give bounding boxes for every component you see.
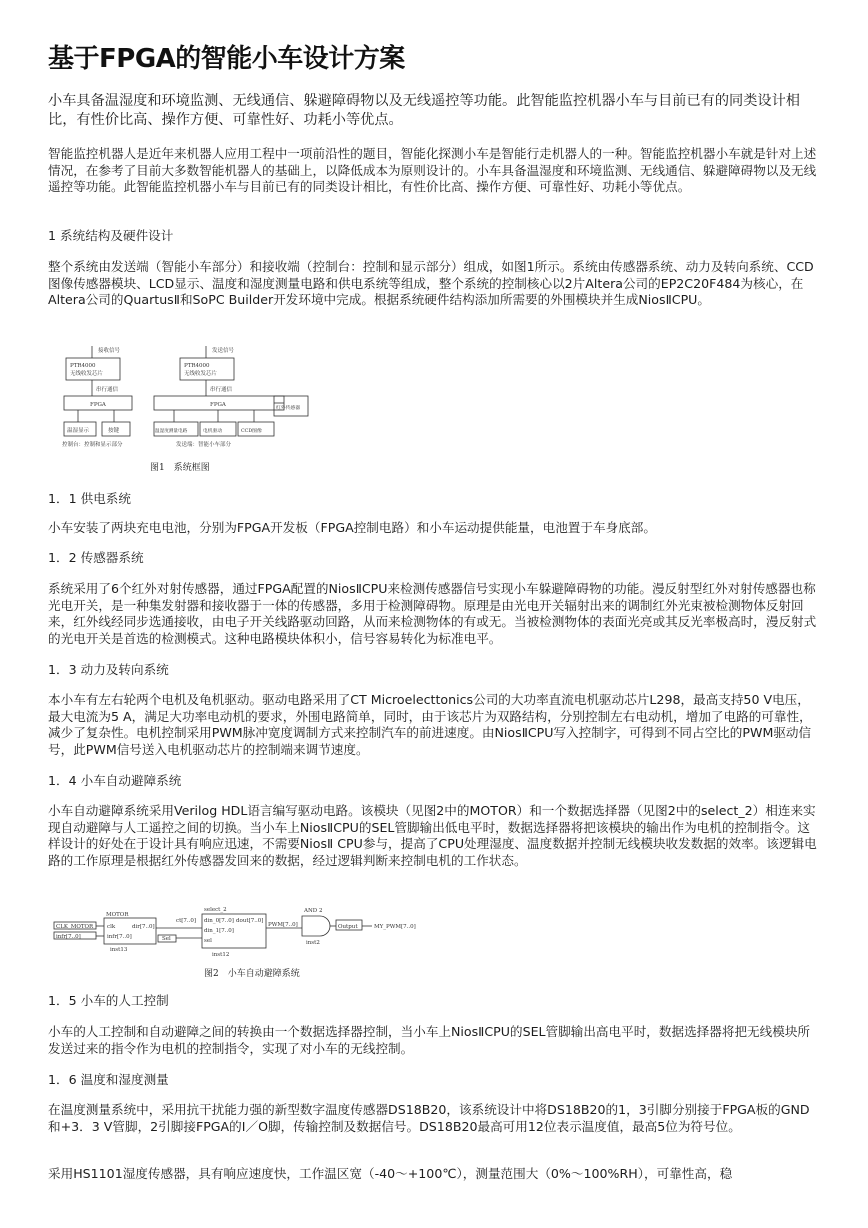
fig1-left-fpga: FPGA xyxy=(90,402,106,408)
section-1-6-heading: 1．6 温度和湿度测量 xyxy=(48,1072,169,1087)
fig2-and-label: AND 2 xyxy=(304,908,323,914)
section-1-2-body: 系统采用了6个红外对射传感器，通过FPGA配置的NiosⅡCPU来检测传感器信号实现小车躲避障碍物的功能。漫反射型红外对射传感器也称光电开关，是一种集发射器和接收器于一体的传感器，多用于检测障碍物。原理是由光电开关辐射出来的调制红外光束被检测物体反射回来，红外线经同步选通接收，由电子开关线路驱动回路，从而来检测物体的有或无。当被检测物体的表面光亮或其反光率极高时，漫反射式的光电开关是首选的检测模式。这种电路模块体积小，信号容易转化为标准电平。 xyxy=(48,581,817,646)
fig1-right-side: 红外传感器 xyxy=(276,406,300,411)
section-1-4-heading: 1．4 小车自动避障系统 xyxy=(48,773,182,788)
fig1-right-box1: 温湿度测量电路 xyxy=(155,429,188,434)
fig1-right-bottom: 发送端：智能小车部分 xyxy=(176,442,232,448)
section-1-6-body-2: 采用HS1101湿度传感器，具有响应速度快，工作温区宽（-40～+100℃），测量范围大（0%～100%RH），可靠性高，稳 xyxy=(48,1166,733,1181)
fig2-sel-p2: din_1[7..0] xyxy=(204,928,234,934)
section-1-3-body: 本小车有左右轮两个电机及龟机驱动。驱动电路采用了CT Microelecttonics公司的大功率直流电机驱动芯片L298，最高支持50 V电压，最大电流为5 A，满足大功率电动机的要求，外围电路简单，同时，由于该芯片为双路结构，分别控制左右电动机，增加了电路的可靠性，减少了复杂性。电机控制采用PWM脉冲宽度调制方式来控制汽车的前进速度。由NiosⅡCPU写入控制字，可得到不同占空比的PWM驱动信号，此PWM信号送入电机驱动芯片的控制端来调节速度。 xyxy=(48,692,812,757)
fig1-left-link: 串行通信 xyxy=(96,387,119,393)
fig2-out-label: MY_PWM[7..0] xyxy=(374,924,416,930)
fig2-motor-inst: inst13 xyxy=(110,947,128,953)
fig2-motor-p1: clk xyxy=(107,924,116,930)
figure-2-obstacle-avoidance xyxy=(52,898,452,982)
fig1-right-chip-sub: 无线收发芯片 xyxy=(184,371,218,377)
fig2-motor-p2: infr[7..0] xyxy=(107,934,132,940)
fig1-left-chip: PTR4000 xyxy=(70,363,96,369)
fig2-caption: 图2 小车自动避障系统 xyxy=(204,969,300,979)
section-1-3-heading: 1．3 动力及转向系统 xyxy=(48,662,169,677)
section-1-4-body: 小车自动避障系统采用Verilog HDL语言编写驱动电路。该模块（见图2中的MOTOR）和一个数据选择器（见图2中的select_2）相连来实现自动避障与人工遥控之间的切换。当小车上NiosⅡCPU的SEL管脚输出低电平时，数据选择器将把该模块的输出作为电机的控制指令。这样设计的好处在于设计具有响应迅速，不需要NiosⅡ CPU参与，提高了CPU处理湿度、温度数据并控制无线模块收发数据的效率。该逻辑电路的工作原理是根据红外传感器发回来的数据，经过逻辑判断来控制电机的工作状态。 xyxy=(48,803,817,868)
fig1-right-chip: PTR4000 xyxy=(184,363,210,369)
fig2-out-tag: Output xyxy=(338,924,358,930)
section-1-heading: 1 系统结构及硬件设计 xyxy=(48,228,174,243)
section-1-2-heading: 1．2 传感器系统 xyxy=(48,550,144,565)
fig2-and-inst: inst2 xyxy=(306,940,320,946)
fig2-sel-p1: din_0[7..0] xyxy=(204,918,234,924)
fig2-in1: CLK_MOTOR xyxy=(56,924,94,930)
fig1-left-bottom: 控制台：控制和显示部分 xyxy=(62,442,123,448)
page-title: 基于FPGA的智能小车设计方案 xyxy=(48,44,405,74)
lead-paragraph: 小车具备温湿度和环境监测、无线通信、躲避障碍物以及无线遥控等功能。此智能监控机器小车与目前已有的同类设计相比，有性价比高、操作方便、可靠性好、功耗小等优点。 xyxy=(48,93,800,128)
section-1-6-body: 在温度测量系统中，采用抗干扰能力强的新型数字温度传感器DS18B20，该系统设计中将DS18B20的1，3引脚分别接于FPGA板的GND 和+3．3 V管脚，2引脚接FPGA的I／O脚，传输控制及数据信号。DS18B20最高可用12位表示温度值，最高5位为符号位。 xyxy=(48,1102,810,1134)
fig1-right-fpga: FPGA xyxy=(210,402,226,408)
fig2-sel-in: ct[7..0] xyxy=(176,918,197,924)
fig1-left-chip-sub: 无线收发芯片 xyxy=(70,371,104,377)
fig2-motor-out: dir[7..0] xyxy=(132,924,155,930)
fig1-right-top-label: 发送信号 xyxy=(212,348,235,354)
fig1-right-box3: CCD图像 xyxy=(241,429,262,434)
fig1-right-link: 串行通信 xyxy=(210,387,233,393)
section-1-body: 整个系统由发送端（智能小车部分）和接收端（控制台：控制和显示部分）组成，如图1所示。系统由传感器系统、动力及转向系统、CCD图像传感器模块、LCD显示、温度和湿度测量电路和供电系统等组成，整个系统的控制核心以2片Altera公司的EP2C20F484为核心，在Altera公司的QuartusⅡ和SoPC Builder开发环境中完成。根据系统硬件结构添加所需要的外围模块并生成NiosⅡCPU。 xyxy=(48,259,814,308)
fig2-motor: MOTOR xyxy=(106,912,129,918)
fig2-sel-out: dout[7..0] xyxy=(236,918,264,924)
fig2-sel-top: select_2 xyxy=(204,907,227,913)
fig2-pwm-label: PWM[7..0] xyxy=(268,922,298,928)
fig2-sel-p3: sel xyxy=(204,938,212,944)
fig1-right-box2: 电机驱动 xyxy=(203,429,223,434)
fig2-sel-inst: inst12 xyxy=(212,952,230,958)
fig2-sel-label: Sel xyxy=(162,936,171,942)
fig1-left-top-label: 接收信号 xyxy=(98,348,121,354)
fig1-left-box1: 温湿显示 xyxy=(67,428,90,434)
section-1-1-heading: 1．1 供电系统 xyxy=(48,491,131,506)
section-1-1-body: 小车安装了两块充电电池，分别为FPGA开发板（FPGA控制电路）和小车运动提供能量，电池置于车身底部。 xyxy=(48,520,656,535)
section-1-5-heading: 1．5 小车的人工控制 xyxy=(48,993,169,1008)
figure-1-system-diagram xyxy=(58,340,310,480)
section-1-5-body: 小车的人工控制和自动避障之间的转换由一个数据选择器控制，当小车上NiosⅡCPU的SEL管脚输出高电平时，数据选择器将把无线模块所发送过来的指令作为电机的控制指令，实现了对小车的无线控制。 xyxy=(48,1024,811,1056)
fig1-caption: 图1 系统框图 xyxy=(150,463,210,473)
fig1-left-box2: 按键 xyxy=(108,428,120,434)
intro-paragraph: 智能监控机器人是近年来机器人应用工程中一项前沿性的题目，智能化探测小车是智能行走机器人的一种。智能监控机器小车就是针对上述情况，在参考了目前大多数智能机器人的基础上，以降低成本为原则设计的。小车具备温湿度和环境监测、无线通信、躲避障碍物以及无线遥控等功能。此智能监控机器小车与目前已有的同类设计相比，有性价比高、操作方便、可靠性好、功耗小等优点。 xyxy=(48,146,817,195)
fig2-in2: infr[7..0] xyxy=(56,934,81,940)
